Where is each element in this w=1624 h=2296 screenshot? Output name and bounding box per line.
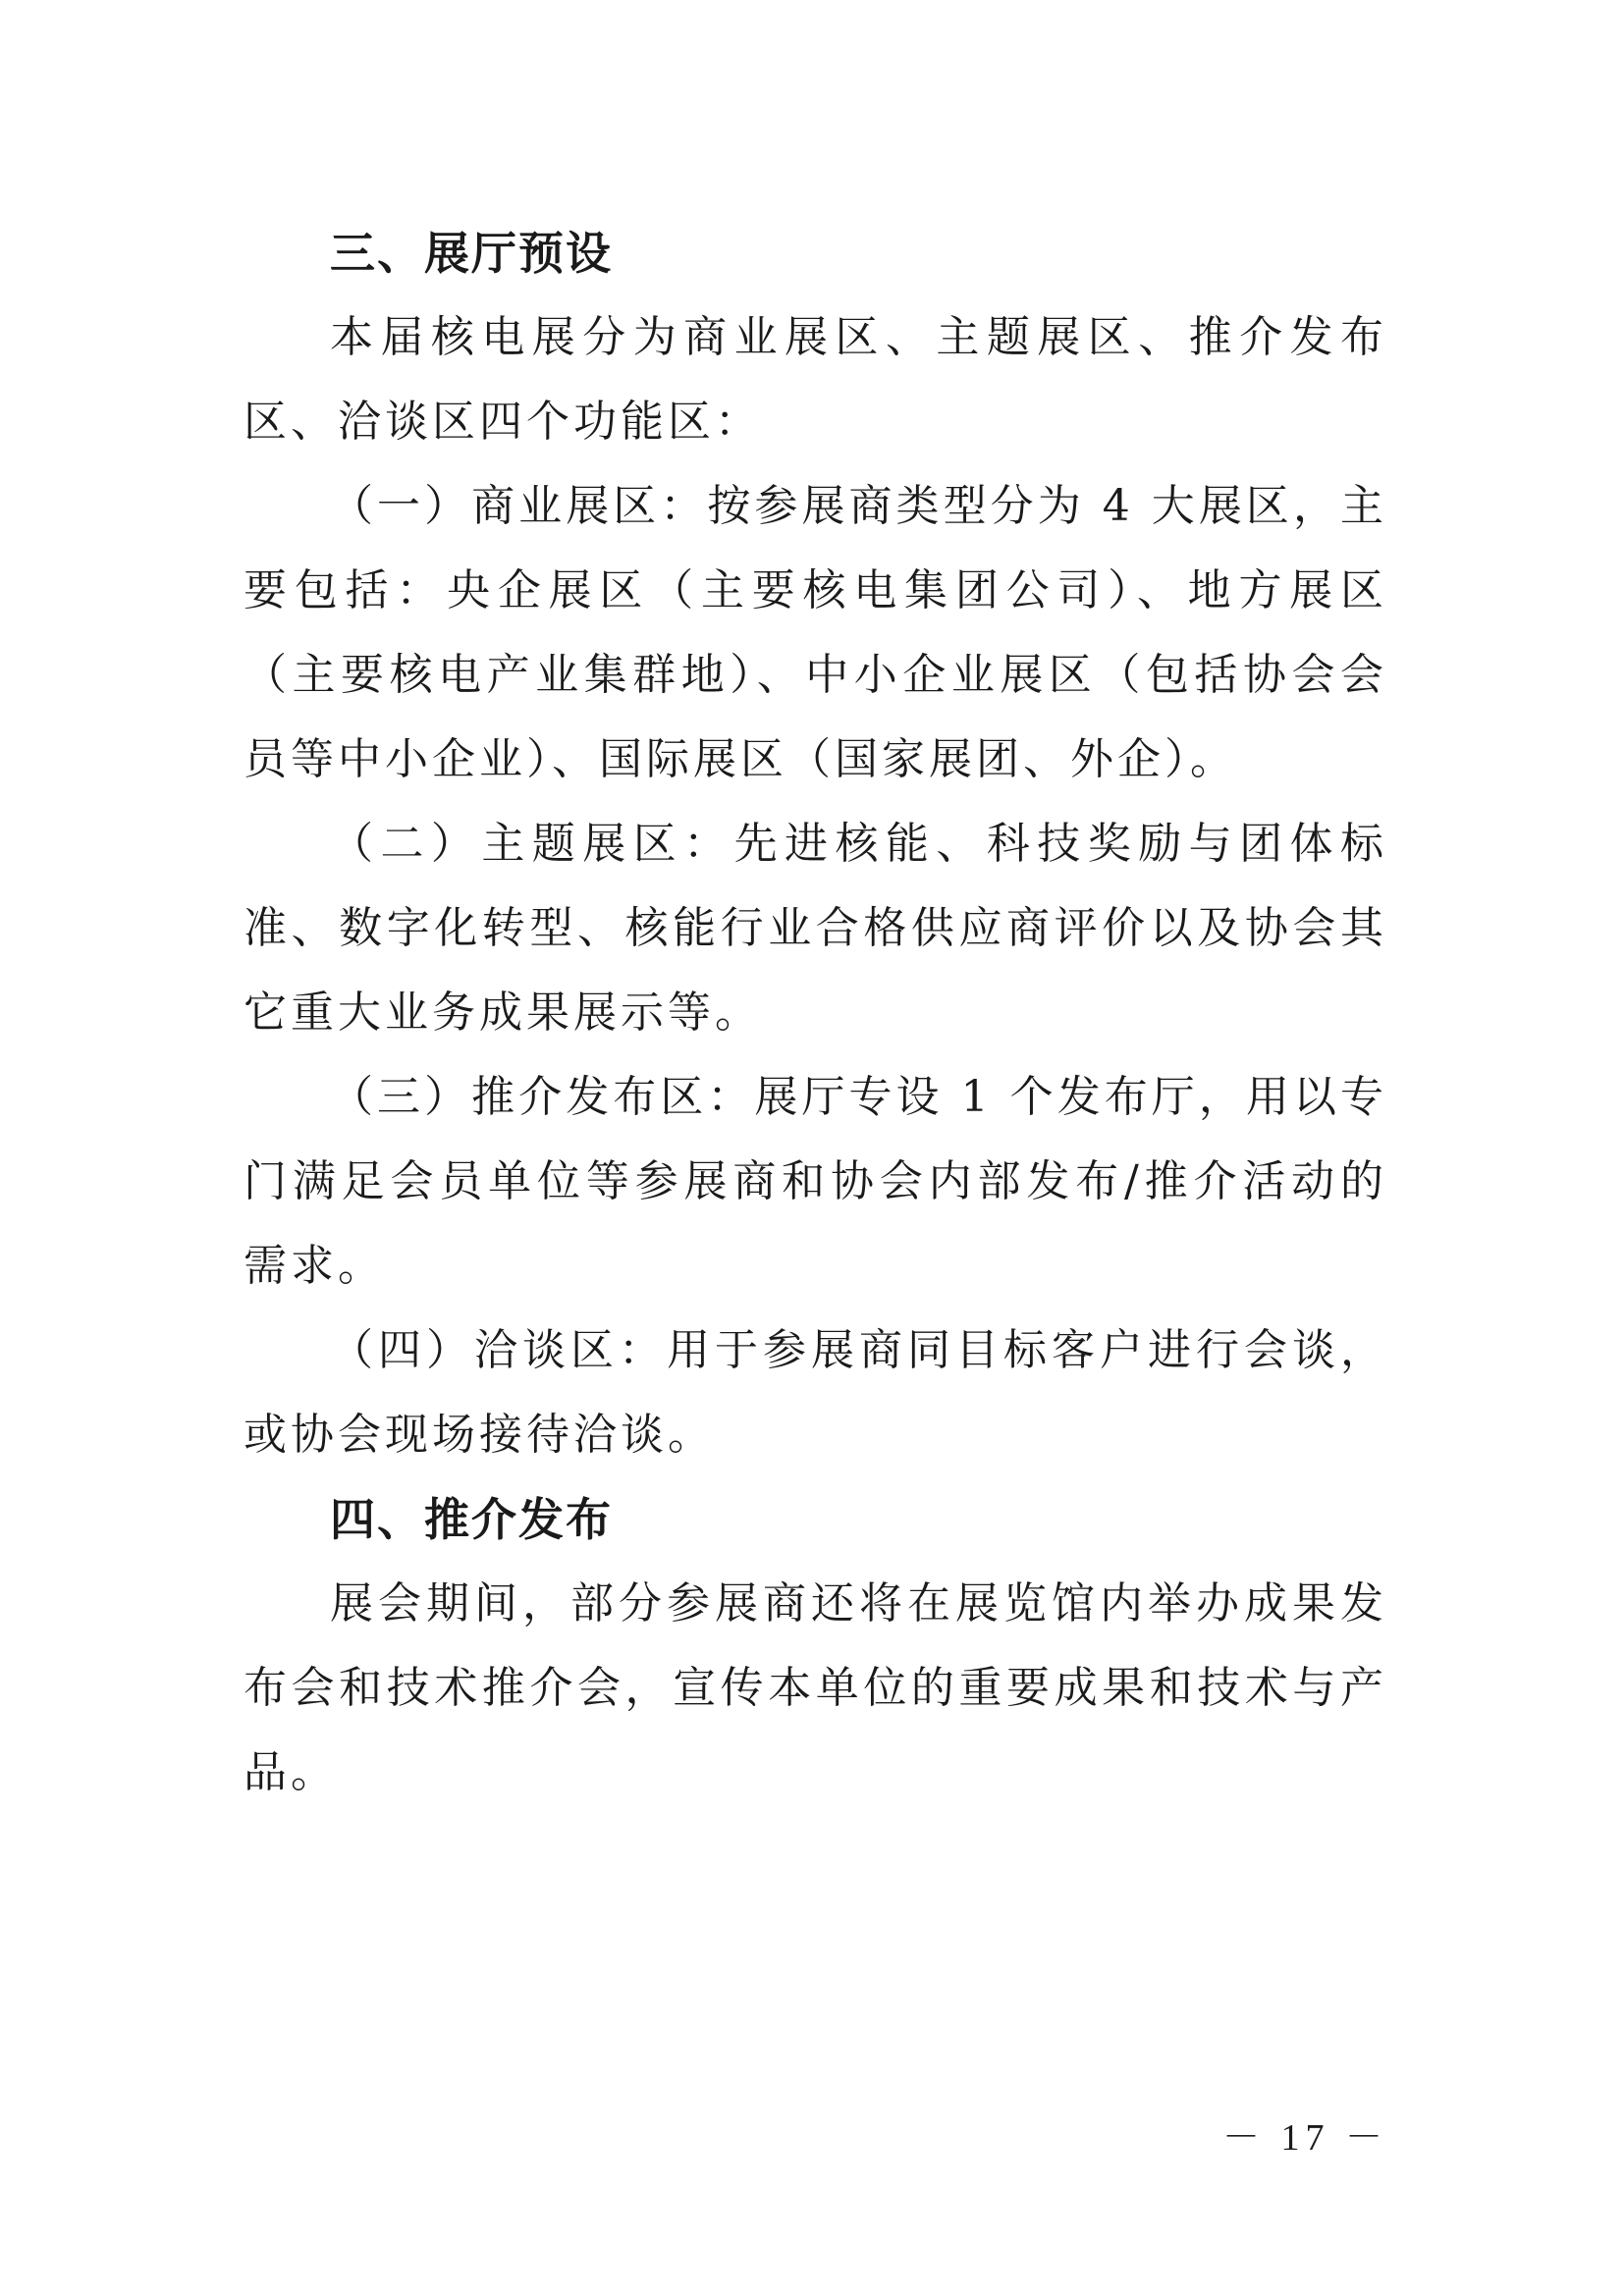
page-number: － 17 － <box>1221 2117 1388 2159</box>
section-heading-exhibition-hall: 三、展厅预设 <box>330 227 613 280</box>
paragraph-release-events: 展会期间，部分参展商还将在展览馆内举办成果发布会和技术推介会，宣传本单位的重要成果和技术与产品。 <box>244 1578 1387 1797</box>
section-heading-promotion-release: 四、推介发布 <box>330 1493 613 1546</box>
paragraph-negotiation-area: （四）洽谈区：用于参展商同目标客户进行会谈，或协会现场接待洽谈。 <box>244 1325 1387 1460</box>
paragraph-functional-areas: 本届核电展分为商业展区、主题展区、推介发布区、洽谈区四个功能区： <box>244 312 1387 447</box>
document-body <box>244 211 1387 1815</box>
paragraph-commercial-area: （一）商业展区：按参展商类型分为 4 大展区，主要包括：央企展区（主要核电集团公司）、地方展区（主要核电产业集群地）、中小企业展区（包括协会会员等中小企业）、国际展区（国家展团、外企）。 <box>244 481 1387 784</box>
paragraph-promotion-area: （三）推介发布区：展厅专设 1 个发布厅，用以专门满足会员单位等参展商和协会内部发布/推介活动的需求。 <box>244 1072 1387 1291</box>
paragraph-theme-area: （二）主题展区：先进核能、科技奖励与团体标准、数字化转型、核能行业合格供应商评价以及协会其它重大业务成果展示等。 <box>244 819 1387 1038</box>
